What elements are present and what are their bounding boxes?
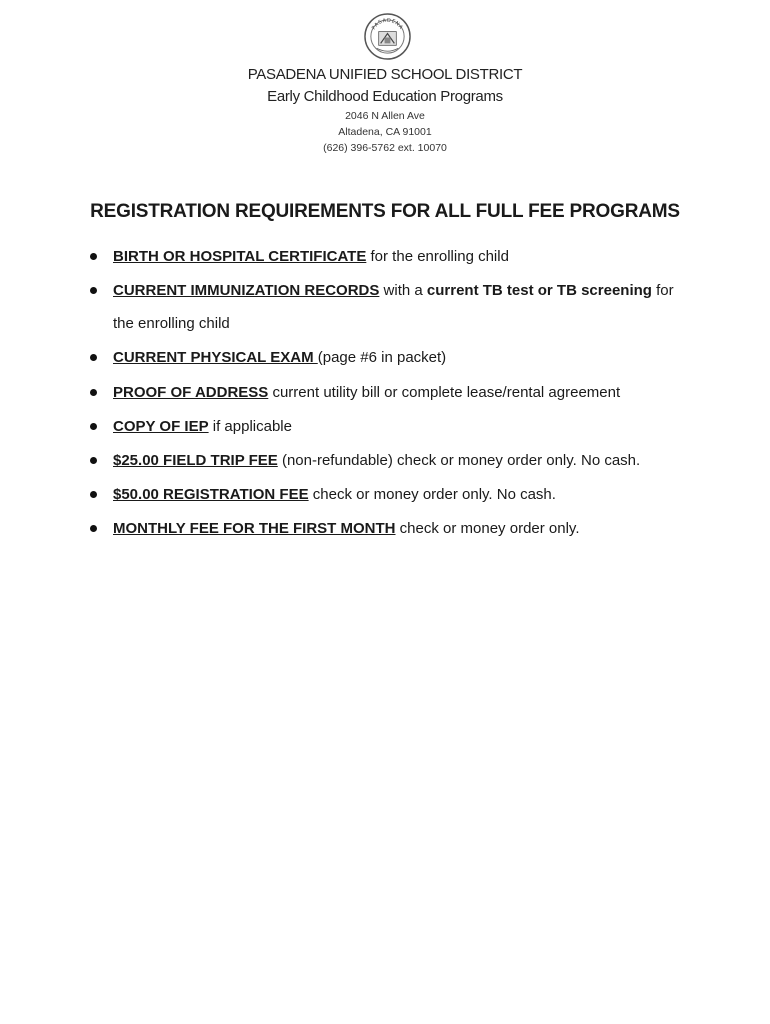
- requirement-text: [113, 486, 556, 503]
- bullet-icon: [90, 423, 97, 430]
- requirement-detail: current utility bill or complete lease/rental agreement: [268, 384, 621, 401]
- requirement-detail: (page #6 in packet): [317, 349, 447, 366]
- address-city: Altadena, CA 91001: [338, 126, 432, 138]
- requirement-key: MONTHLY FEE FOR THE FIRST MONTH: [113, 520, 396, 537]
- requirement-text: [113, 452, 640, 469]
- requirement-text: [113, 520, 580, 537]
- requirement-text: [113, 282, 674, 299]
- requirement-detail: for: [651, 282, 674, 299]
- requirement-key: $25.00 FIELD TRIP FEE: [113, 452, 278, 469]
- district-seal-logo: [364, 13, 411, 60]
- requirement-text: [113, 418, 292, 435]
- svg-text:PASADENA: PASADENA: [370, 17, 405, 31]
- requirement-key: PROOF OF ADDRESS: [113, 384, 269, 401]
- address-street: 2046 N Allen Ave: [345, 110, 425, 122]
- district-name: PASADENA UNIFIED SCHOOL DISTRICT: [247, 66, 523, 83]
- requirement-key: CURRENT IMMUNIZATION RECORDS: [113, 282, 380, 299]
- requirement-detail: (non-refundable) check or money order only. No cash.: [277, 452, 641, 469]
- bullet-icon: [90, 491, 97, 498]
- bullet-icon: [90, 354, 97, 361]
- requirement-detail: if applicable: [208, 418, 292, 435]
- requirement-text: [113, 349, 446, 366]
- requirement-detail: check or money order only. No cash.: [308, 486, 556, 503]
- bullet-icon: [90, 287, 97, 294]
- requirement-key: BIRTH OR HOSPITAL CERTIFICATE: [113, 248, 367, 265]
- requirement-key: $50.00 REGISTRATION FEE: [113, 486, 309, 503]
- phone-number: (626) 396-5762 ext. 10070: [323, 142, 447, 154]
- bullet-icon: [90, 457, 97, 464]
- requirement-text: [113, 248, 509, 265]
- requirement-detail: check or money order only.: [395, 520, 580, 537]
- bullet-icon: [90, 253, 97, 260]
- requirement-connector: with a: [379, 282, 427, 299]
- bullet-icon: [90, 525, 97, 532]
- requirement-detail: for the enrolling child: [366, 248, 509, 265]
- requirement-key: CURRENT PHYSICAL EXAM: [113, 349, 318, 366]
- bullet-icon: [90, 389, 97, 396]
- requirement-key: COPY OF IEP: [113, 418, 209, 435]
- requirement-text: [113, 384, 620, 401]
- document-title: REGISTRATION REQUIREMENTS FOR ALL FULL FEE PROGRAMS: [90, 201, 680, 222]
- program-name: Early Childhood Education Programs: [267, 88, 503, 105]
- requirement-continuation: the enrolling child: [113, 315, 230, 332]
- requirement-emphasis: current TB test or TB screening: [426, 282, 652, 299]
